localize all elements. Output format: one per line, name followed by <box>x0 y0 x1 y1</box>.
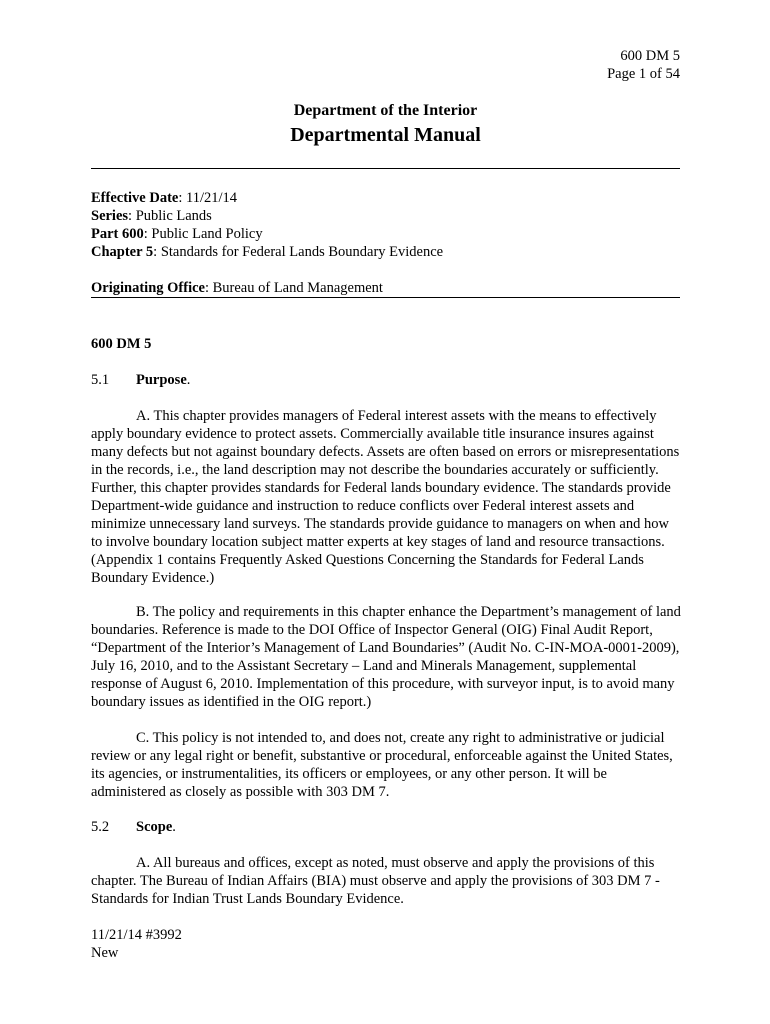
chapter-label: Chapter 5 <box>91 244 154 260</box>
originating-office-row: Originating Office: Bureau of Land Management <box>91 279 680 298</box>
part-label: Part 600 <box>91 226 144 242</box>
paragraph-marker: A. <box>136 855 151 871</box>
series-label: Series <box>91 208 129 224</box>
originating-office-label: Originating Office <box>91 280 205 296</box>
department-title: Department of the Interior <box>293 102 478 119</box>
section-code: 600 DM 5 <box>91 336 152 352</box>
paragraph-purpose-c <box>91 729 681 801</box>
paragraph-marker: A. <box>136 408 151 424</box>
section-title: Purpose <box>136 372 187 388</box>
header-divider <box>91 168 680 169</box>
doc-code: 600 DM 5 <box>620 48 680 64</box>
page-footer <box>91 926 182 962</box>
footer-release: 11/21/14 #3992 <box>91 927 182 943</box>
originating-office-value: Bureau of Land Management <box>212 280 383 296</box>
paragraph-purpose-b <box>91 603 681 711</box>
manual-title: Departmental Manual <box>290 124 481 146</box>
effective-date-row: Effective Date: 11/21/14 <box>91 190 238 206</box>
section-title: Scope <box>136 819 173 835</box>
series-value: Public Lands <box>135 208 212 224</box>
page-header <box>607 47 680 83</box>
chapter-value: Standards for Federal Lands Boundary Evidence <box>160 244 444 260</box>
series-row: Series: Public Lands <box>91 208 212 224</box>
paragraph-marker: B. <box>136 604 150 620</box>
section-heading-scope: 5.2 Scope. <box>91 819 176 835</box>
paragraph-text: The policy and requirements in this chapter enhance the Department’s management of land boundaries. Reference is made to the DOI Office of Inspector General (OIG) Final Audit Report, “Department of the Interior’s Management of Land Boundaries” (Audit No. C-IN-MOA-0001-2009), July 16, 2010, and to the Assistant Secretary – Land and Minerals Management, supplemental response of August 6, 2010. Implementation of this procedure, with surveyor input, is to avoid many boundary issues as identified in the OIG report.) <box>91 604 681 710</box>
title-block <box>91 101 680 148</box>
section-number: 5.1 <box>91 372 110 388</box>
effective-date-label: Effective Date <box>91 190 179 206</box>
paragraph-purpose-a <box>91 407 681 587</box>
effective-date-value: 11/21/14 <box>186 190 238 206</box>
chapter-row: Chapter 5: Standards for Federal Lands Boundary Evidence <box>91 244 444 260</box>
paragraph-text: This policy is not intended to, and does not, create any right to administrative or judicial review or any legal right or benefit, substantive or procedural, enforceable against the United States, its agencies, or instrumentalities, its officers or employees, or any other person. It will be administered as closely as possible with 303 DM 7. <box>91 730 673 800</box>
footer-status: New <box>91 945 119 961</box>
section-heading-purpose: 5.1 Purpose. <box>91 372 191 388</box>
document-metadata <box>91 189 443 261</box>
paragraph-marker: C. <box>136 730 150 746</box>
paragraph-scope-a <box>91 854 681 908</box>
section-number: 5.2 <box>91 819 110 835</box>
page-number: Page 1 of 54 <box>607 66 680 82</box>
paragraph-text: This chapter provides managers of Federal interest assets with the means to effectively apply boundary evidence to protect assets. Commercially available title insurance insures against many defects but not against boundary defects. Assets are often based on errors or misrepresentations in the records, i.e., the land description may not describe the boundaries accurately or sufficiently. Further, this chapter provides standards for Federal lands boundary evidence. The standards provide Department-wide guidance and instruction to reduce conflicts over Federal interest assets and minimize unnecessary land surveys. The standards provide guidance to managers on when and how to involve boundary location subject matter experts at key stages of land and resource transactions. (Appendix 1 contains Frequently Asked Questions Concerning the Standards for Federal Lands Boundary Evidence.) <box>91 408 680 586</box>
part-row: Part 600: Public Land Policy <box>91 226 263 242</box>
paragraph-text: All bureaus and offices, except as noted, must observe and apply the provisions of this chapter. The Bureau of Indian Affairs (BIA) must observe and apply the provisions of 303 DM 7 - Standards for Indian Trust Lands Boundary Evidence. <box>91 855 660 907</box>
part-value: Public Land Policy <box>151 226 263 242</box>
